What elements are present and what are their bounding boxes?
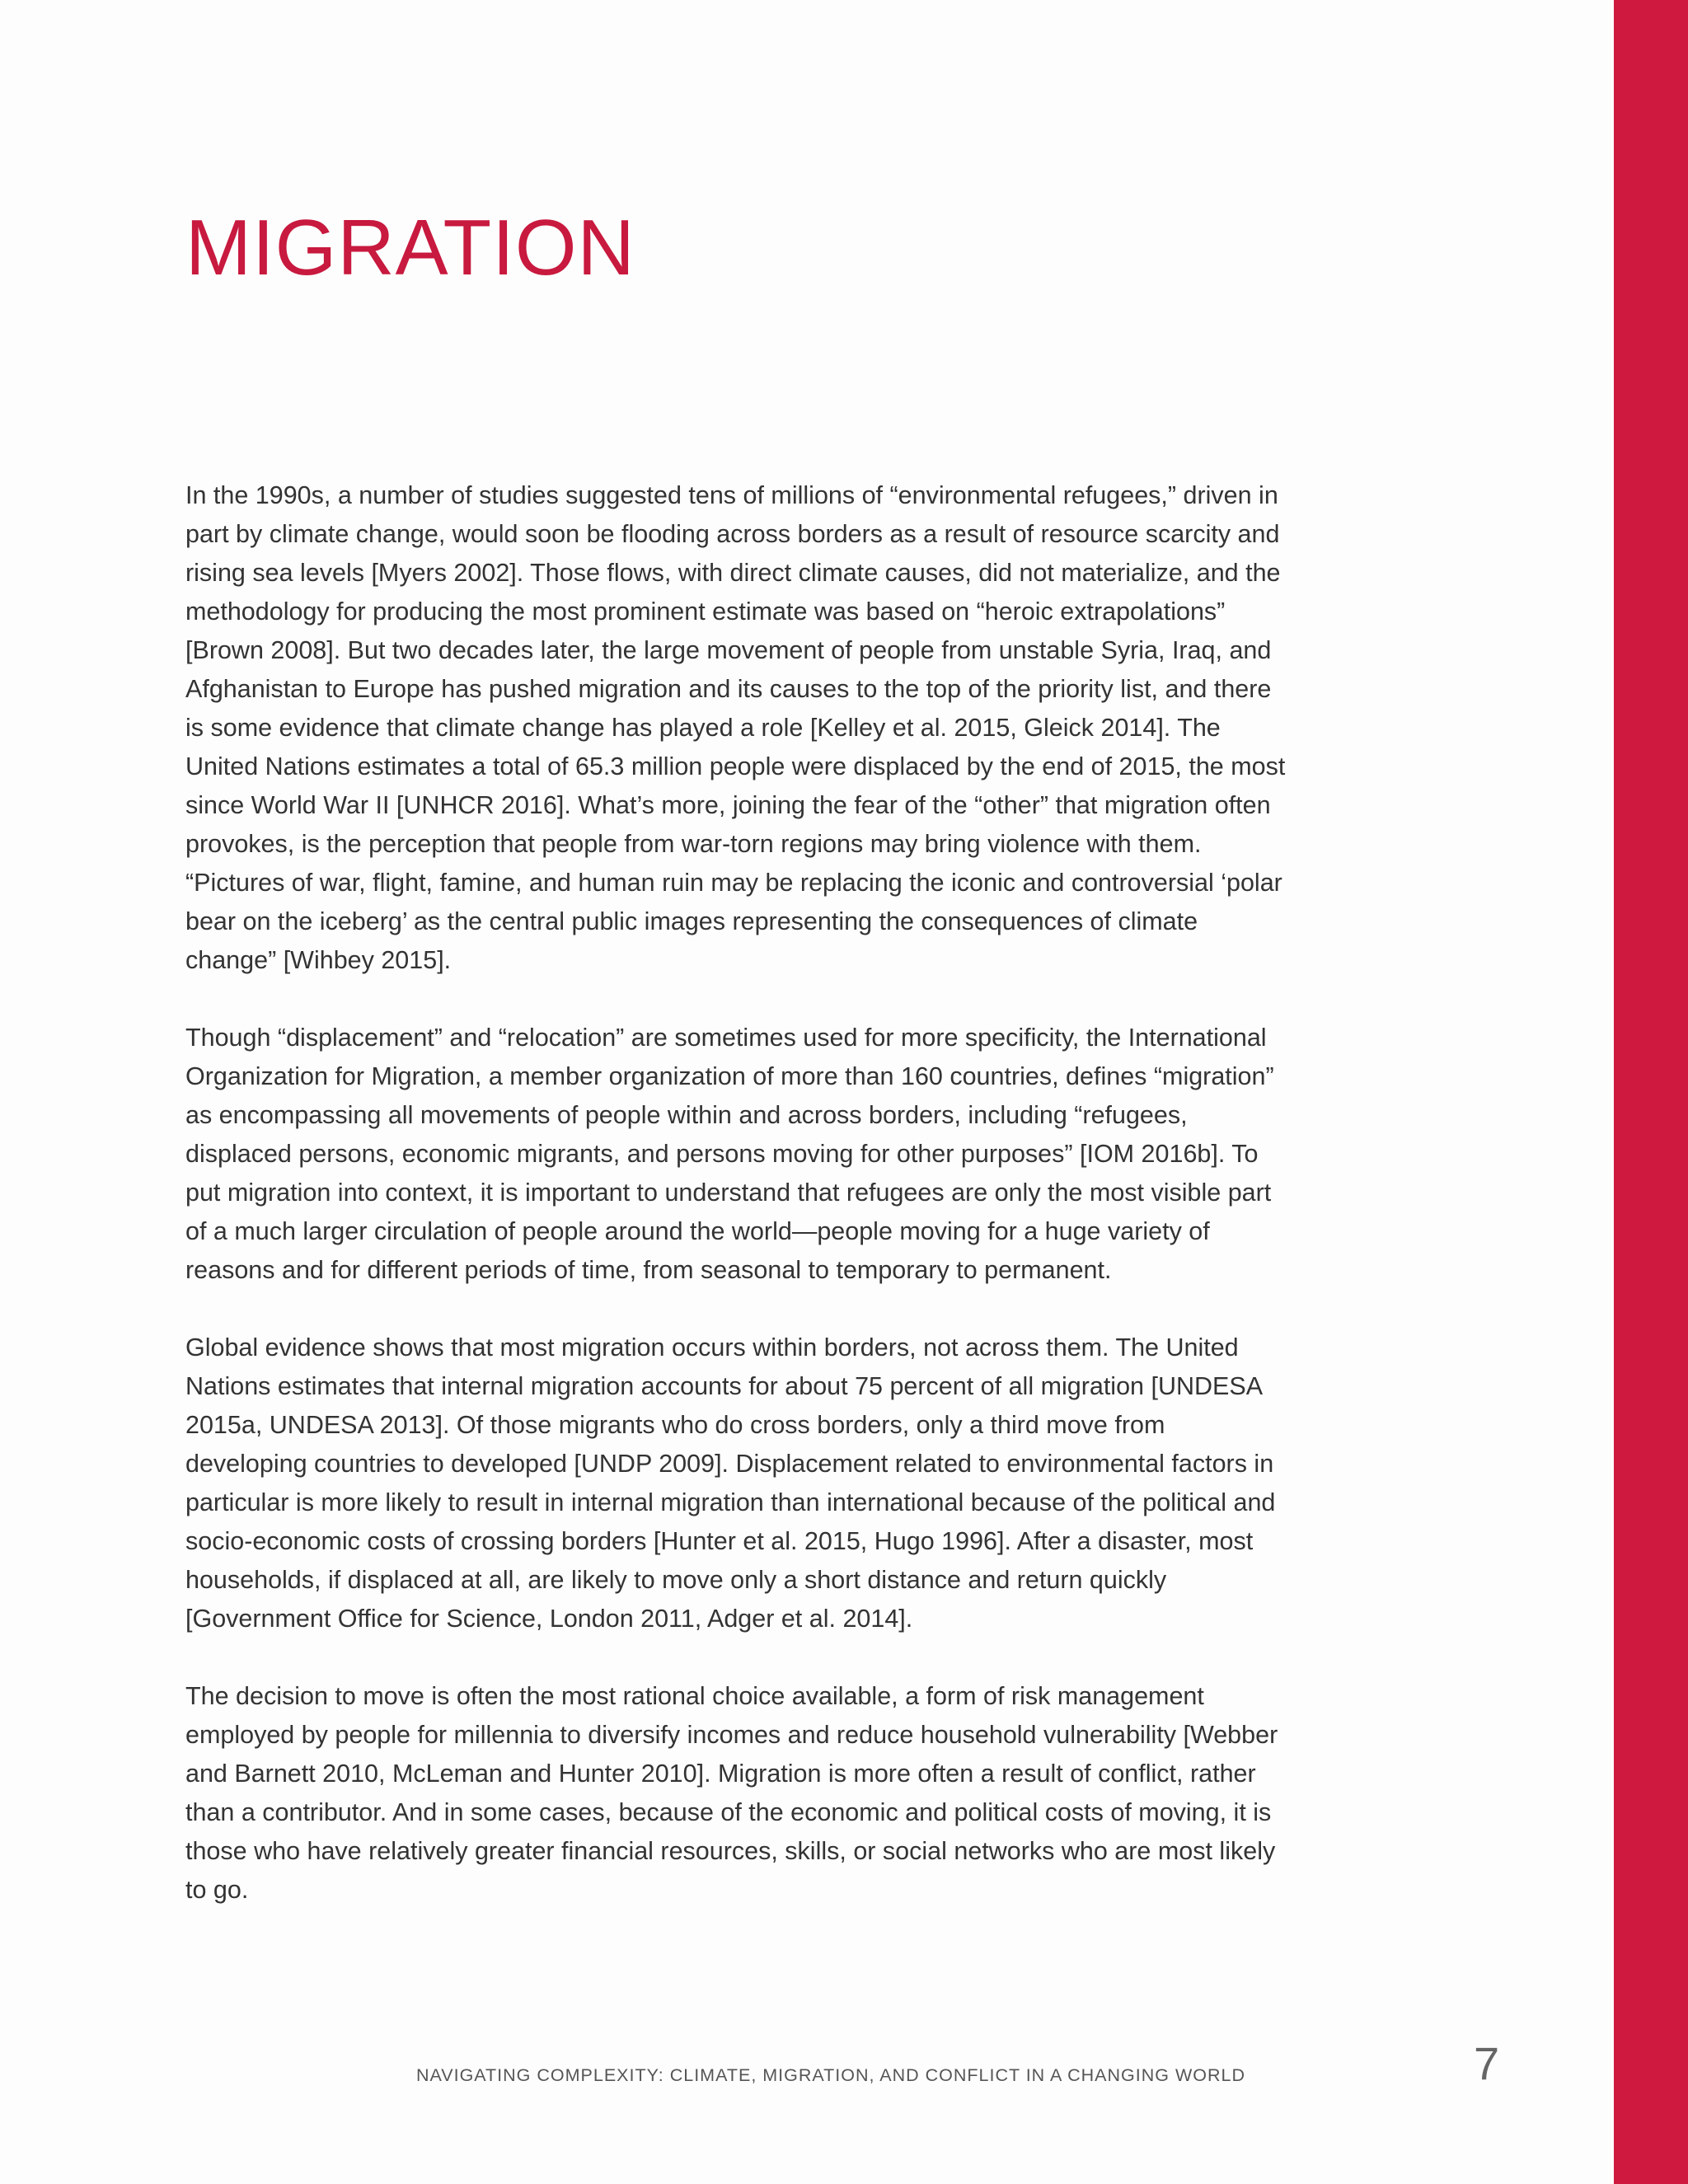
paragraph-4: The decision to move is often the most rational choice available, a form of risk management employed by people for millennia to diversify incomes and reduce household vulnerability [Webber and Barnett 2010, McLeman and Hunter 2010]. Migration is more often a result of conflict, rather than a contributor. And in some cases, because of the economic and political costs of moving, it is those who have relatively greater financial resources, skills, or social networks who are most likely to go.	[185, 1682, 1278, 1904]
paragraph-1: In the 1990s, a number of studies suggested tens of millions of “environmental refugees,” driven in part by climate change, would soon be flooding across borders as a result of resource scarcity and rising sea levels [Myers 2002]. Those flows, with direct climate causes, did not materialize, and the methodology for producing the most prominent estimate was based on “heroic extrapolations” [Brown 2008]. But two decades later, the large movement of people from unstable Syria, Iraq, and Afghanistan to Europe has pushed migration and its causes to the top of the priority list, and there is some evidence that climate change has played a role [Kelley et al. 2015, Gleick 2014]. The United Nations estimates a total of 65.3 million people were displaced by the end of 2015, the most since World War II [UNHCR 2016]. What’s more, joining the fear of the “other” that migration often provokes, is the perception that people from war-torn regions may bring violence with them. “Pictures of war, flight, famine, and human ruin may be replacing the iconic and controversial ‘polar bear on the iceberg’ as the central public images representing the consequences of climate change” [Wihbey 2015].	[185, 481, 1286, 974]
footer-publication-title: NAVIGATING COMPLEXITY: CLIMATE, MIGRATION, AND CONFLICT IN A CHANGING WORLD	[416, 2065, 1245, 2085]
body-text	[185, 476, 1286, 1948]
section-title: MIGRATION	[185, 204, 635, 292]
paragraph-2: Though “displacement” and “relocation” are sometimes used for more specificity, the International Organization for Migration, a member organization of more than 160 countries, defines “migration” as encompassing all movements of people within and across borders, including “refugees, displaced persons, economic migrants, and persons moving for other purposes” [IOM 2016b]. To put migration into context, it is important to understand that refugees are only the most visible part of a much larger circulation of people around the world—people moving for a huge variety of reasons and for different periods of time, from seasonal to temporary to permanent.	[185, 1024, 1274, 1284]
paragraph-3: Global evidence shows that most migration occurs within borders, not across them. The United Nations estimates that internal migration accounts for about 75 percent of all migration [UNDESA 2015a, UNDESA 2013]. Of those migrants who do cross borders, only a third move from developing countries to developed [UNDP 2009]. Displacement related to environmental factors in particular is more likely to result in internal migration than international because of the political and socio-economic costs of crossing borders [Hunter et al. 2015, Hugo 1996]. After a disaster, most households, if displaced at all, are likely to move only a short distance and return quickly [Government Office for Science, London 2011, Adger et al. 2014].	[185, 1333, 1276, 1633]
side-accent-bar	[1614, 0, 1688, 2184]
page-number: 7	[1474, 2037, 1500, 2089]
